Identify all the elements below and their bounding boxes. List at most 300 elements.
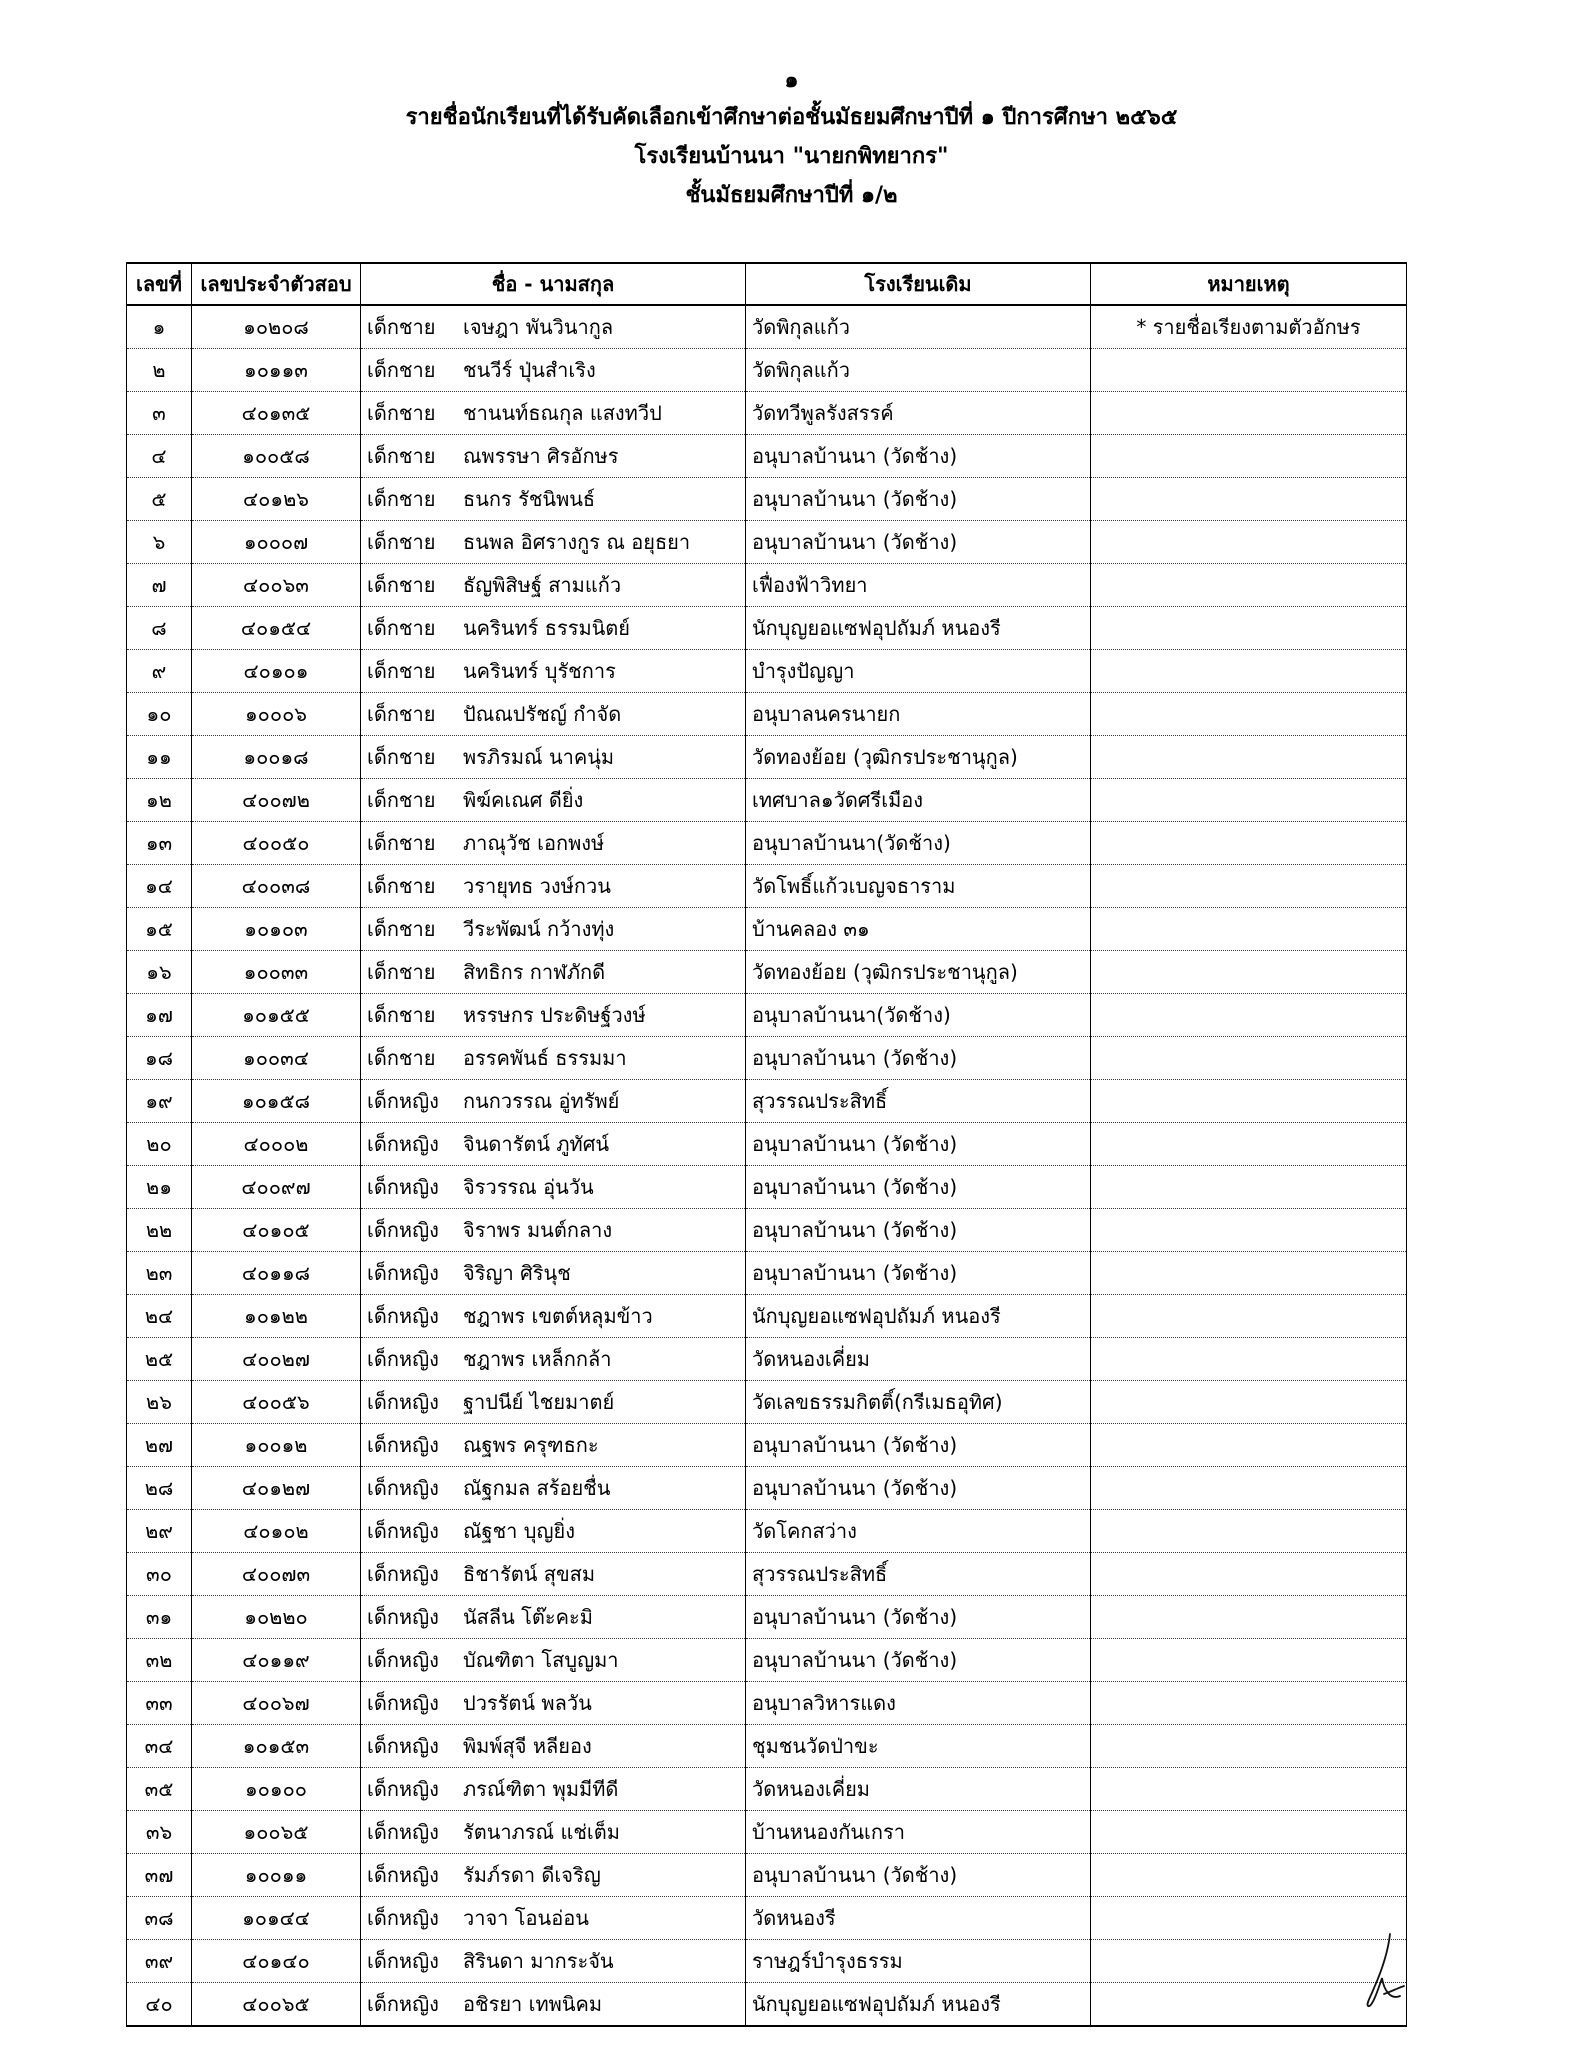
name-prefix: เด็กหญิง xyxy=(367,1476,439,1500)
previous-school: วัดหนองรี xyxy=(746,1897,1091,1940)
name-prefix: เด็กหญิง xyxy=(367,1734,439,1758)
name-prefix: เด็กหญิง xyxy=(367,1433,439,1457)
name-prefix: เด็กชาย xyxy=(367,315,436,339)
name-prefix: เด็กหญิง xyxy=(367,1218,439,1242)
previous-school: อนุบาลบ้านนา (วัดช้าง) xyxy=(746,1037,1091,1080)
student-name: ธนกร รัชนิพนธ์ xyxy=(463,487,596,511)
student-name-cell xyxy=(361,1424,746,1467)
name-prefix: เด็กหญิง xyxy=(367,1820,439,1844)
header-full-name: ชื่อ - นามสกุล xyxy=(361,263,746,305)
remark xyxy=(1091,1080,1407,1123)
row-number: ๓๓ xyxy=(127,1682,192,1725)
remark xyxy=(1091,779,1407,822)
previous-school: วัดโคกสว่าง xyxy=(746,1510,1091,1553)
student-name: ธนพล อิศรางกูร ณ อยุธยา xyxy=(463,530,691,554)
previous-school: สุวรรณประสิทธิ์ xyxy=(746,1080,1091,1123)
row-number: ๓๘ xyxy=(127,1897,192,1940)
remark xyxy=(1091,951,1407,994)
previous-school: บำรุงปัญญา xyxy=(746,650,1091,693)
student-name-cell xyxy=(361,865,746,908)
student-name-cell xyxy=(361,1080,746,1123)
student-name: วรายุทธ วงษ์กวน xyxy=(463,874,611,898)
remark xyxy=(1091,1854,1407,1897)
document-header xyxy=(0,98,1583,215)
name-prefix: เด็กหญิง xyxy=(367,1691,439,1715)
exam-id: ๔๐๐๗๓ xyxy=(192,1553,361,1596)
previous-school: ราษฎร์บำรุงธรรม xyxy=(746,1940,1091,1983)
name-prefix: เด็กหญิง xyxy=(367,1906,439,1930)
table-row xyxy=(127,1682,1407,1725)
remark xyxy=(1091,650,1407,693)
table-row xyxy=(127,1037,1407,1080)
row-number: ๓๙ xyxy=(127,1940,192,1983)
student-name: ชานนท์ธณกุล แสงทวีป xyxy=(463,401,662,425)
previous-school: อนุบาลบ้านนา (วัดช้าง) xyxy=(746,1252,1091,1295)
student-name: ภาณุวัช เอกพงษ์ xyxy=(463,831,605,855)
row-number: ๑๖ xyxy=(127,951,192,994)
handwritten-signature-icon xyxy=(1360,1930,1410,2010)
student-name-cell xyxy=(361,1639,746,1682)
previous-school: วัดพิกุลแก้ว xyxy=(746,305,1091,349)
name-prefix: เด็กชาย xyxy=(367,1003,436,1027)
school-name: โรงเรียนบ้านนา "นายกพิทยากร" xyxy=(634,144,949,169)
remark xyxy=(1091,1725,1407,1768)
table-row xyxy=(127,521,1407,564)
remark xyxy=(1091,908,1407,951)
table-row xyxy=(127,1811,1407,1854)
previous-school: อนุบาลบ้านนา (วัดช้าง) xyxy=(746,1596,1091,1639)
student-name-cell xyxy=(361,1811,746,1854)
exam-id: ๔๐๐๗๒ xyxy=(192,779,361,822)
name-prefix: เด็กหญิง xyxy=(367,1132,439,1156)
student-name-cell xyxy=(361,1209,746,1252)
name-prefix: เด็กชาย xyxy=(367,745,436,769)
header-number: เลขที่ xyxy=(127,263,192,305)
remark xyxy=(1091,392,1407,435)
remark xyxy=(1091,1639,1407,1682)
table-row xyxy=(127,435,1407,478)
table-row xyxy=(127,1940,1407,1983)
table-row xyxy=(127,1209,1407,1252)
exam-id: ๑๐๒๐๘ xyxy=(192,305,361,349)
table-row xyxy=(127,349,1407,392)
previous-school: นักบุญยอแซฟอุปถัมภ์ หนองรี xyxy=(746,607,1091,650)
remark xyxy=(1091,521,1407,564)
table-row xyxy=(127,1166,1407,1209)
exam-id: ๑๐๐๓๔ xyxy=(192,1037,361,1080)
exam-id: ๔๐๐๖๕ xyxy=(192,1983,361,2027)
student-name-cell xyxy=(361,779,746,822)
previous-school: อนุบาลบ้านนา (วัดช้าง) xyxy=(746,478,1091,521)
row-number: ๑๙ xyxy=(127,1080,192,1123)
exam-id: ๔๐๑๓๕ xyxy=(192,392,361,435)
remark xyxy=(1091,736,1407,779)
remark xyxy=(1091,1467,1407,1510)
row-number: ๑๓ xyxy=(127,822,192,865)
student-name-cell xyxy=(361,1725,746,1768)
row-number: ๒๔ xyxy=(127,1295,192,1338)
table-body xyxy=(127,305,1407,2026)
page-number: ๑ xyxy=(784,68,799,93)
row-number: ๓๐ xyxy=(127,1553,192,1596)
remark xyxy=(1091,1295,1407,1338)
exam-id: ๔๐๑๒๗ xyxy=(192,1467,361,1510)
exam-id: ๑๐๑๐๓ xyxy=(192,908,361,951)
remark xyxy=(1091,1424,1407,1467)
remark xyxy=(1091,1123,1407,1166)
previous-school: ชุมชนวัดป่าขะ xyxy=(746,1725,1091,1768)
previous-school: อนุบาลบ้านนา (วัดช้าง) xyxy=(746,1166,1091,1209)
exam-id: ๑๐๒๒๐ xyxy=(192,1596,361,1639)
student-name: ชฎาพร เหล็กกล้า xyxy=(463,1347,612,1371)
table-row xyxy=(127,1768,1407,1811)
exam-id: ๑๐๐๓๓ xyxy=(192,951,361,994)
row-number: ๔๐ xyxy=(127,1983,192,2027)
row-number: ๙ xyxy=(127,650,192,693)
previous-school: วัดทวีพูลรังสรรค์ xyxy=(746,392,1091,435)
student-name: หรรษกร ประดิษฐ์วงษ์ xyxy=(463,1003,646,1027)
table-row xyxy=(127,994,1407,1037)
table-row xyxy=(127,693,1407,736)
student-name-cell xyxy=(361,1983,746,2027)
row-number: ๓๒ xyxy=(127,1639,192,1682)
name-prefix: เด็กหญิง xyxy=(367,1777,439,1801)
student-name: ณฐพร ครุฑธกะ xyxy=(463,1433,599,1457)
exam-id: ๔๐๐๕๐ xyxy=(192,822,361,865)
name-prefix: เด็กหญิง xyxy=(367,1562,439,1586)
exam-id: ๑๐๑๑๓ xyxy=(192,349,361,392)
name-prefix: เด็กหญิง xyxy=(367,1304,439,1328)
previous-school: อนุบาลบ้านนา (วัดช้าง) xyxy=(746,1209,1091,1252)
name-prefix: เด็กชาย xyxy=(367,444,436,468)
student-name-cell xyxy=(361,736,746,779)
row-number: ๓๗ xyxy=(127,1854,192,1897)
student-name: อรรคพันธ์ ธรรมมา xyxy=(463,1046,627,1070)
name-prefix: เด็กชาย xyxy=(367,874,436,898)
table-row xyxy=(127,650,1407,693)
name-prefix: เด็กชาย xyxy=(367,530,436,554)
exam-id: ๑๐๑๐๐ xyxy=(192,1768,361,1811)
student-name: นครินทร์ บุรัชการ xyxy=(463,659,616,683)
exam-id: ๔๐๑๑๙ xyxy=(192,1639,361,1682)
row-number: ๓๔ xyxy=(127,1725,192,1768)
student-name-cell xyxy=(361,521,746,564)
exam-id: ๑๐๐๑๘ xyxy=(192,736,361,779)
row-number: ๖ xyxy=(127,521,192,564)
table-row xyxy=(127,1596,1407,1639)
student-name: จิรวรรณ อุ่นวัน xyxy=(463,1175,594,1199)
remark xyxy=(1091,478,1407,521)
table-row xyxy=(127,1295,1407,1338)
exam-id: ๑๐๐๐๗ xyxy=(192,521,361,564)
row-number: ๘ xyxy=(127,607,192,650)
name-prefix: เด็กหญิง xyxy=(367,1519,439,1543)
student-name: พิฆ์คเณศ ดียิ่ง xyxy=(463,788,584,812)
row-number: ๒๕ xyxy=(127,1338,192,1381)
student-name-cell xyxy=(361,1553,746,1596)
row-number: ๑๕ xyxy=(127,908,192,951)
student-name-cell xyxy=(361,1768,746,1811)
student-name: พิมพ์สุจี หลียอง xyxy=(463,1734,592,1758)
previous-school: วัดทองย้อย (วุฒิกรประชานุกูล) xyxy=(746,736,1091,779)
table-row xyxy=(127,1983,1407,2027)
student-name: ธัญพิสิษฐ์ สามแก้ว xyxy=(463,573,622,597)
exam-id: ๔๐๑๐๒ xyxy=(192,1510,361,1553)
previous-school: นักบุญยอแซฟอุปถัมภ์ หนองรี xyxy=(746,1295,1091,1338)
previous-school: วัดเลขธรรมกิตติ์(กรีเมธอุทิศ) xyxy=(746,1381,1091,1424)
remark xyxy=(1091,1553,1407,1596)
previous-school: สุวรรณประสิทธิ์ xyxy=(746,1553,1091,1596)
row-number: ๒๗ xyxy=(127,1424,192,1467)
previous-school: เฟื่องฟ้าวิทยา xyxy=(746,564,1091,607)
student-name-cell xyxy=(361,951,746,994)
header-exam-id: เลขประจำตัวสอบ xyxy=(192,263,361,305)
header-previous-school: โรงเรียนเดิม xyxy=(746,263,1091,305)
remark xyxy=(1091,607,1407,650)
row-number: ๒๑ xyxy=(127,1166,192,1209)
previous-school: อนุบาลบ้านนา (วัดช้าง) xyxy=(746,521,1091,564)
student-name-cell xyxy=(361,1123,746,1166)
student-name-cell xyxy=(361,1166,746,1209)
student-name: วีระพัฒน์ กว้างทุ่ง xyxy=(463,917,615,941)
row-number: ๔ xyxy=(127,435,192,478)
student-name: รัตนาภรณ์ แช่เต็ม xyxy=(463,1820,620,1844)
exam-id: ๔๐๑๔๐ xyxy=(192,1940,361,1983)
document-title: รายชื่อนักเรียนที่ได้รับคัดเลือกเข้าศึกษาต่อชั้นมัธยมศึกษาปีที่ ๑ ปีการศึกษา ๒๕๖๕ xyxy=(405,105,1178,130)
table-row xyxy=(127,1252,1407,1295)
student-name-cell xyxy=(361,1682,746,1725)
student-name-cell xyxy=(361,1897,746,1940)
previous-school: อนุบาลวิหารแดง xyxy=(746,1682,1091,1725)
name-prefix: เด็กชาย xyxy=(367,960,436,984)
remark xyxy=(1091,865,1407,908)
row-number: ๑ xyxy=(127,305,192,349)
table-row xyxy=(127,1338,1407,1381)
student-name: ชนวีร์ ปุ่นสำเริง xyxy=(463,358,596,382)
table-header xyxy=(127,263,1407,305)
name-prefix: เด็กหญิง xyxy=(367,1863,439,1887)
header-remarks: หมายเหตุ xyxy=(1091,263,1407,305)
name-prefix: เด็กชาย xyxy=(367,831,436,855)
name-prefix: เด็กหญิง xyxy=(367,1175,439,1199)
name-prefix: เด็กหญิง xyxy=(367,1605,439,1629)
row-number: ๒๘ xyxy=(127,1467,192,1510)
name-prefix: เด็กหญิง xyxy=(367,1648,439,1672)
previous-school: บ้านคลอง ๓๑ xyxy=(746,908,1091,951)
name-prefix: เด็กชาย xyxy=(367,702,436,726)
remark xyxy=(1091,1510,1407,1553)
name-prefix: เด็กชาย xyxy=(367,401,436,425)
name-prefix: เด็กชาย xyxy=(367,487,436,511)
row-number: ๓๖ xyxy=(127,1811,192,1854)
name-prefix: เด็กหญิง xyxy=(367,1089,439,1113)
student-name: ปัณณปรัชญ์ กำจัด xyxy=(463,702,622,726)
exam-id: ๔๐๐๓๘ xyxy=(192,865,361,908)
remark xyxy=(1091,1811,1407,1854)
name-prefix: เด็กชาย xyxy=(367,616,436,640)
row-number: ๑๑ xyxy=(127,736,192,779)
previous-school: วัดหนองเคี่ยม xyxy=(746,1338,1091,1381)
row-number: ๑๐ xyxy=(127,693,192,736)
exam-id: ๑๐๑๔๔ xyxy=(192,1897,361,1940)
table-row xyxy=(127,564,1407,607)
row-number: ๒๖ xyxy=(127,1381,192,1424)
remark xyxy=(1091,1037,1407,1080)
remark: * รายชื่อเรียงตามตัวอักษร xyxy=(1091,305,1407,349)
name-prefix: เด็กชาย xyxy=(367,358,436,382)
name-prefix: เด็กหญิง xyxy=(367,1949,439,1973)
student-name-cell xyxy=(361,1252,746,1295)
exam-id: ๔๐๑๒๖ xyxy=(192,478,361,521)
student-name: นครินทร์ ธรรมนิตย์ xyxy=(463,616,631,640)
header-row xyxy=(127,263,1407,305)
student-name-cell xyxy=(361,607,746,650)
name-prefix: เด็กหญิง xyxy=(367,1261,439,1285)
remark xyxy=(1091,349,1407,392)
exam-id: ๑๐๑๕๘ xyxy=(192,1080,361,1123)
student-name-cell xyxy=(361,908,746,951)
student-name: ชฎาพร เขตต์หลุมข้าว xyxy=(463,1304,653,1328)
remark xyxy=(1091,1596,1407,1639)
remark xyxy=(1091,1209,1407,1252)
previous-school: เทศบาล๑วัดศรีเมือง xyxy=(746,779,1091,822)
student-name: นัสลีน โต๊ะคะมิ xyxy=(463,1605,593,1629)
row-number: ๒๒ xyxy=(127,1209,192,1252)
remark xyxy=(1091,693,1407,736)
name-prefix: เด็กหญิง xyxy=(367,1347,439,1371)
exam-id: ๔๐๐๐๒ xyxy=(192,1123,361,1166)
row-number: ๓๑ xyxy=(127,1596,192,1639)
row-number: ๒๓ xyxy=(127,1252,192,1295)
student-name: ภรณ์ฑิตา พุมมีทีดี xyxy=(463,1777,619,1801)
row-number: ๑๘ xyxy=(127,1037,192,1080)
student-name-cell xyxy=(361,1510,746,1553)
table-row xyxy=(127,607,1407,650)
student-name: จิริญา ศิรินุช xyxy=(463,1261,571,1285)
exam-id: ๔๐๑๐๑ xyxy=(192,650,361,693)
name-prefix: เด็กชาย xyxy=(367,788,436,812)
remark xyxy=(1091,1166,1407,1209)
remark xyxy=(1091,1682,1407,1725)
student-name: ธิชารัตน์ สุขสม xyxy=(463,1562,596,1586)
row-number: ๑๒ xyxy=(127,779,192,822)
table-row xyxy=(127,1424,1407,1467)
remark xyxy=(1091,822,1407,865)
student-name-cell xyxy=(361,1338,746,1381)
name-prefix: เด็กชาย xyxy=(367,659,436,683)
name-prefix: เด็กหญิง xyxy=(367,1992,439,2016)
table-row xyxy=(127,1510,1407,1553)
row-number: ๓ xyxy=(127,392,192,435)
student-name-cell xyxy=(361,564,746,607)
table-row xyxy=(127,865,1407,908)
exam-id: ๔๐๐๖๗ xyxy=(192,1682,361,1725)
previous-school: วัดโพธิ์แก้วเบญจธาราม xyxy=(746,865,1091,908)
exam-id: ๑๐๑๒๒ xyxy=(192,1295,361,1338)
table-row xyxy=(127,1854,1407,1897)
student-name: สิทธิกร กาฬภักดี xyxy=(463,960,606,984)
previous-school: อนุบาลบ้านนา(วัดช้าง) xyxy=(746,994,1091,1037)
student-name: ณัฐชา บุญยิ่ง xyxy=(463,1519,575,1543)
exam-id: ๔๐๐๕๖ xyxy=(192,1381,361,1424)
remark xyxy=(1091,1252,1407,1295)
row-number: ๑๔ xyxy=(127,865,192,908)
remark xyxy=(1091,435,1407,478)
student-name: วาจา โอนอ่อน xyxy=(463,1906,589,1930)
student-name: กนกวรรณ อู่ทรัพย์ xyxy=(463,1089,620,1113)
exam-id: ๔๐๐๙๗ xyxy=(192,1166,361,1209)
table-row xyxy=(127,951,1407,994)
table-row xyxy=(127,478,1407,521)
previous-school: อนุบาลบ้านนา(วัดช้าง) xyxy=(746,822,1091,865)
table-row xyxy=(127,822,1407,865)
name-prefix: เด็กหญิง xyxy=(367,1390,439,1414)
name-prefix: เด็กชาย xyxy=(367,917,436,941)
student-name-cell xyxy=(361,1295,746,1338)
previous-school: วัดทองย้อย (วุฒิกรประชานุกูล) xyxy=(746,951,1091,994)
exam-id: ๑๐๐๑๒ xyxy=(192,1424,361,1467)
table-row xyxy=(127,1639,1407,1682)
student-name-cell xyxy=(361,1940,746,1983)
table-row xyxy=(127,392,1407,435)
exam-id: ๑๐๐๐๖ xyxy=(192,693,361,736)
table-row xyxy=(127,908,1407,951)
student-name-cell xyxy=(361,1381,746,1424)
student-name: เจษฎา พันวินากูล xyxy=(463,315,614,339)
student-name: ณัฐกมล สร้อยชื่น xyxy=(463,1476,611,1500)
row-number: ๓๕ xyxy=(127,1768,192,1811)
table-row xyxy=(127,1123,1407,1166)
student-name: ณพรรษา ศิรอักษร xyxy=(463,444,619,468)
table-row xyxy=(127,736,1407,779)
table-row xyxy=(127,305,1407,349)
student-name: ฐาปนีย์ ไชยมาตย์ xyxy=(463,1390,615,1414)
student-name-cell xyxy=(361,1037,746,1080)
exam-id: ๑๐๐๕๘ xyxy=(192,435,361,478)
student-name-cell xyxy=(361,822,746,865)
exam-id: ๔๐๑๐๕ xyxy=(192,1209,361,1252)
class-level: ชั้นมัธยมศึกษาปีที่ ๑/๒ xyxy=(685,183,898,208)
student-name-cell xyxy=(361,392,746,435)
previous-school: อนุบาลบ้านนา (วัดช้าง) xyxy=(746,1854,1091,1897)
table-row xyxy=(127,779,1407,822)
student-name: จิราพร มนต์กลาง xyxy=(463,1218,613,1242)
exam-id: ๑๐๐๖๕ xyxy=(192,1811,361,1854)
previous-school: วัดพิกุลแก้ว xyxy=(746,349,1091,392)
student-name-cell xyxy=(361,478,746,521)
exam-id: ๑๐๑๕๓ xyxy=(192,1725,361,1768)
table-row xyxy=(127,1725,1407,1768)
exam-id: ๑๐๐๑๑ xyxy=(192,1854,361,1897)
previous-school: บ้านหนองกันเกรา xyxy=(746,1811,1091,1854)
previous-school: อนุบาลบ้านนา (วัดช้าง) xyxy=(746,1639,1091,1682)
student-name-cell xyxy=(361,994,746,1037)
exam-id: ๔๐๑๕๔ xyxy=(192,607,361,650)
previous-school: อนุบาลบ้านนา (วัดช้าง) xyxy=(746,1424,1091,1467)
previous-school: อนุบาลนครนายก xyxy=(746,693,1091,736)
student-name-cell xyxy=(361,1596,746,1639)
student-name: อชิรยา เทพนิคม xyxy=(463,1992,603,2016)
student-name: สิรินดา มากระจัน xyxy=(463,1949,614,1973)
student-name: บัณฑิตา โสบูญมา xyxy=(463,1648,619,1672)
row-number: ๗ xyxy=(127,564,192,607)
table-row xyxy=(127,1553,1407,1596)
row-number: ๒๙ xyxy=(127,1510,192,1553)
row-number: ๕ xyxy=(127,478,192,521)
name-prefix: เด็กชาย xyxy=(367,573,436,597)
student-name-cell xyxy=(361,1854,746,1897)
row-number: ๑๗ xyxy=(127,994,192,1037)
